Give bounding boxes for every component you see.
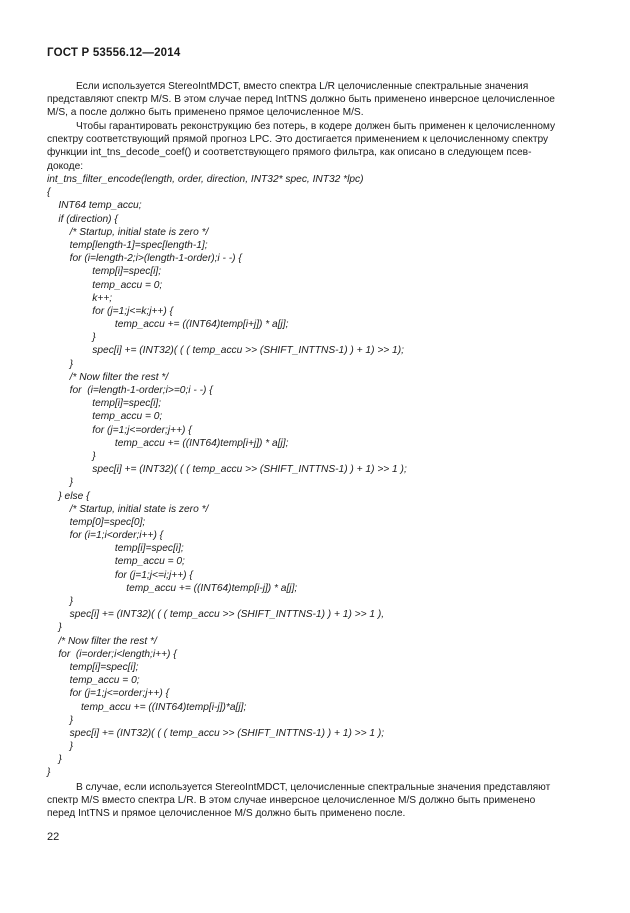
code-line: k++; [47, 292, 113, 304]
code-line: temp_accu += ((INT64)temp[i+j]) * a[j]; [47, 437, 289, 449]
code-line: } [47, 714, 74, 726]
code-line: spec[i] += (INT32)( ( ( temp_accu >> (SHIFT_INTTNS-1) ) + 1) >> 1 ); [47, 464, 407, 476]
paragraph-stereo-intmdct-decoder [47, 781, 583, 821]
text-line: функции int_tns_decode_coef() и соответствующего прямого фильтра, как описано в следующем псев- [47, 147, 532, 159]
paragraph-lossless-reconstruction [47, 120, 583, 173]
code-line: temp_accu = 0; [47, 556, 185, 568]
code-line: for (j=1;j<=order;j++) { [47, 424, 192, 436]
text-line: докоде: [47, 160, 84, 172]
code-line: temp[i]=spec[i]; [47, 398, 162, 410]
code-line: temp[0]=spec[0]; [47, 516, 146, 528]
code-line: } [47, 450, 96, 462]
code-line: for (j=1;j<=k;j++) { [47, 305, 173, 317]
code-line: temp[length-1]=spec[length-1]; [47, 239, 208, 251]
code-line: /* Startup, initial state is zero */ [47, 226, 209, 238]
code-line: } [47, 358, 74, 370]
code-line: /* Now filter the rest */ [47, 371, 169, 383]
code-line: INT64 temp_accu; [47, 200, 142, 212]
paragraph-stereo-intmdct [47, 80, 583, 120]
code-line: temp_accu += ((INT64)temp[i-j]) * a[j]; [47, 582, 298, 594]
code-line: temp[i]=spec[i]; [47, 266, 162, 278]
code-line: if (direction) { [47, 213, 118, 225]
code-line: } [47, 596, 74, 607]
text-line: Чтобы гарантировать реконструкцию без потерь, в кодере должен быть применен к целочисленному [76, 121, 556, 132]
code-line: temp[i]=spec[i]; [47, 543, 184, 555]
code-line: } [47, 622, 62, 634]
code-line: temp_accu = 0; [47, 279, 163, 291]
code-line: spec[i] += (INT32)( ( ( temp_accu >> (SHIFT_INTTNS-1) ) + 1) >> 1); [47, 345, 404, 357]
code-line: for (j=1;j<=order;j++) { [47, 688, 170, 700]
text-line: представляют спектр M/S. В этом случае перед IntTNS должно быть применено инверсное целочисленное [47, 94, 555, 106]
code-line: int_tns_filter_encode(length, order, direction, INT32* spec, INT32 *lpc) [47, 174, 364, 185]
code-line: for (i=order;i<length;i++) { [47, 648, 177, 660]
text-line: M/S, а после должно быть применено прямое целочисленное M/S. [47, 107, 364, 119]
code-line: for (i=length-1-order;i>=0;i - -) { [47, 385, 213, 396]
code-line: spec[i] += (INT32)( ( ( temp_accu >> (SHIFT_INTTNS-1) ) + 1) >> 1 ), [47, 609, 385, 621]
code-line: for (i=length-2;i>(length-1-order);i - -) { [47, 253, 242, 265]
code-line: } [47, 477, 74, 489]
code-line: } [47, 741, 74, 753]
code-line: temp_accu = 0; [47, 675, 140, 687]
code-line: { [47, 187, 51, 199]
code-line: temp_accu += ((INT64)temp[i+j]) * a[j]; [47, 319, 289, 331]
pseudocode-block [47, 173, 587, 780]
code-line: /* Now filter the rest */ [47, 635, 157, 647]
code-line: temp_accu += ((INT64)temp[i-j])*a[j]; [47, 701, 247, 713]
text-line: спектру соответствующий прямой прогноз LPC. Это достигается применением к целочисленному спектру [47, 134, 549, 146]
code-line: temp_accu = 0; [47, 411, 163, 423]
code-line: temp[i]=spec[i]; [47, 661, 139, 673]
code-line: } [47, 332, 96, 344]
code-line: } else { [47, 490, 90, 502]
code-line: } [47, 754, 62, 766]
code-line: spec[i] += (INT32)( ( ( temp_accu >> (SHIFT_INTTNS-1) ) + 1) >> 1 ); [47, 727, 385, 739]
text-line: В случае, если используется StereoIntMDCT, целочисленные спектральные значения представляют [76, 782, 551, 793]
code-line: } [47, 767, 51, 779]
text-line: перед IntTNS и прямое целочисленное M/S должно быть применено после. [47, 808, 406, 820]
code-line: for (j=1;j<=i;j++) { [47, 569, 193, 581]
code-line: for (i=1;i<order;i++) { [47, 530, 164, 542]
document-header: ГОСТ Р 53556.12—2014 [47, 47, 181, 59]
page-number: 22 [47, 831, 60, 843]
code-line: /* Startup, initial state is zero */ [47, 503, 209, 515]
text-line: Если используется StereoIntMDCT, вместо спектра L/R целочисленные спектральные значения [76, 81, 529, 92]
text-line: спектр M/S вместо спектра L/R. В этом случае инверсное целочисленное M/S должно быть применено [47, 795, 536, 807]
